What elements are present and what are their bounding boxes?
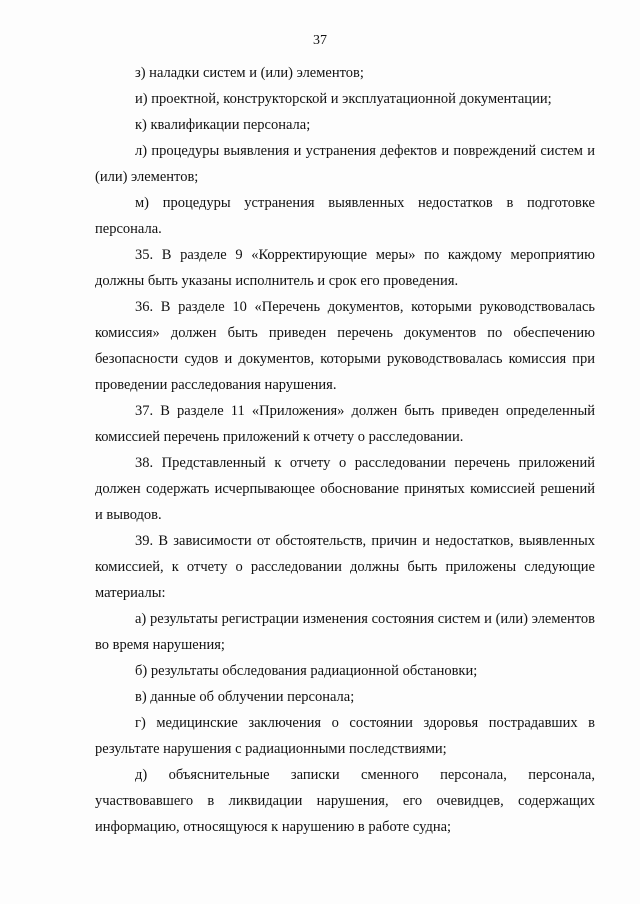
list-item-a: а) результаты регистрации изменения состояния систем и (или) элементов во время нарушения; (95, 611, 595, 653)
clause-37: 37. В разделе 11 «Приложения» должен быть приведен определенный комиссией перечень приложений к отчету о расследовании. (95, 403, 595, 445)
list-item-g: г) медицинские заключения о состоянии здоровья пострадавших в результате нарушения с радиационными последствиями; (95, 715, 595, 757)
list-item-v: в) данные об облучении персонала; (135, 689, 355, 705)
list-item-i: и) проектной, конструкторской и эксплуатационной документации; (135, 91, 552, 107)
list-item-m: м) процедуры устранения выявленных недостатков в подготовке персонала. (95, 195, 595, 237)
list-item-z: з) наладки систем и (или) элементов; (135, 65, 364, 81)
clause-39: 39. В зависимости от обстоятельств, причин и недостатков, выявленных комиссией, к отчету о расследовании должны быть приложены следующие материалы: (95, 533, 595, 601)
clause-36: 36. В разделе 10 «Перечень документов, которыми руководствовалась комиссия» должен быть приведен перечень документов по обеспечению безопасности судов и документов, которыми руководствовалась комиссия при проведении расследования нарушения. (95, 299, 595, 393)
list-item-l: л) процедуры выявления и устранения дефектов и повреждений систем и (или) элементов; (95, 143, 595, 185)
list-item-k: к) квалификации персонала; (135, 117, 311, 133)
list-item-b: б) результаты обследования радиационной обстановки; (135, 663, 478, 679)
clause-38: 38. Представленный к отчету о расследовании перечень приложений должен содержать исчерпывающее обоснование принятых комиссией решений и выводов. (95, 455, 595, 523)
document-body (95, 60, 595, 840)
list-item-d: д) объяснительные записки сменного персонала, персонала, участвовавшего в ликвидации нарушения, его очевидцев, содержащих информацию, относящуюся к нарушению в работе судна; (95, 767, 595, 835)
clause-35: 35. В разделе 9 «Корректирующие меры» по каждому мероприятию должны быть указаны исполнитель и срок его проведения. (95, 247, 595, 289)
page-number: 37 (313, 33, 327, 48)
